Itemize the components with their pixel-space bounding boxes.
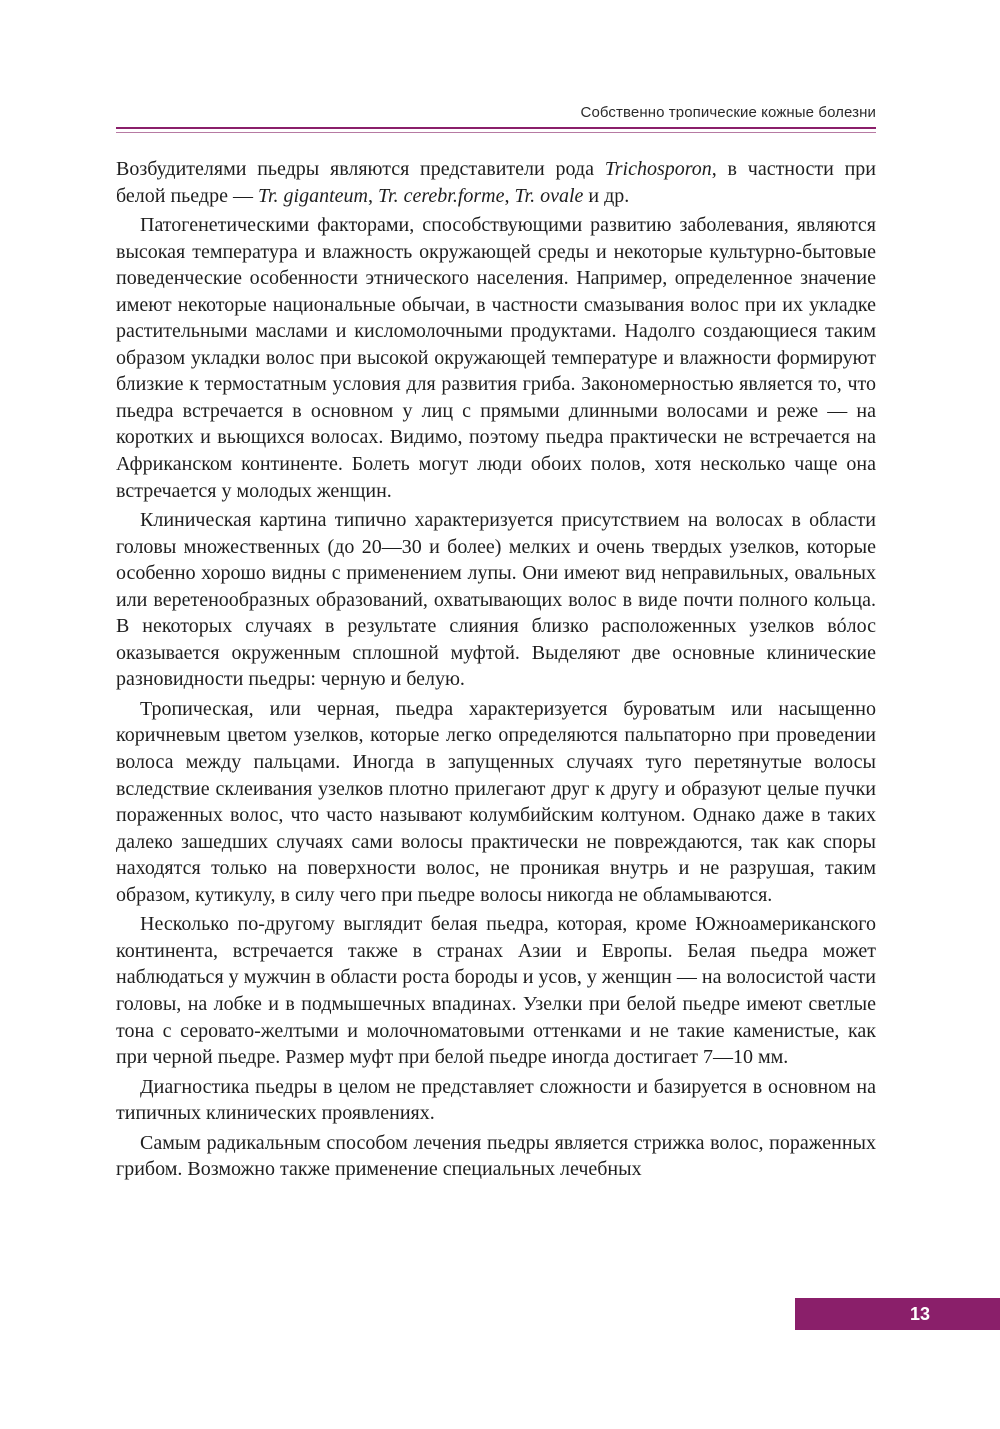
header-rule-thin (116, 132, 876, 133)
body-text (116, 156, 876, 1186)
species-name: Tr. ovale (514, 184, 584, 207)
paragraph-diagnosis: Диагностика пьедры в целом не представляет сложности и базируется в основном на типичных клинических проявлениях. (116, 1075, 876, 1125)
species-name: Tr. cerebr.forme (378, 184, 505, 207)
header-rule (116, 127, 876, 129)
paragraph-pathogens (116, 156, 876, 209)
text-run: , (504, 184, 515, 207)
genus-name: Trichosporon (604, 158, 712, 180)
paragraph-treatment: Самым радикальным способом лечения пьедры является стрижка волос, пораженных грибом. Возможно также применение специальных лечебных (116, 1131, 876, 1181)
text-run: , (368, 184, 378, 207)
paragraph-pathogenetic-factors: Патогенетическими факторами, способствующими развитию заболевания, являются высокая температура и влажность окружающей среды и некоторые культурно-бытовые поведенческие особенности этнического населения. Например, определенное значение имеют некоторые национальные обычаи, в частности смазывания волос при их укладке растительными маслами и кисломолочными продуктами. Надолго создающиеся таким образом укладки волос при высокой окружающей температуре и влажности формируют близкие к термостатным условия для развития гриба. Закономерностью является то, что пьедра встречается в основном у лиц с прямыми длинными волосами и реже — на коротких и вьющихся волосах. Видимо, поэтому пьедра практически не встречается на Африканском континенте. Болеть могут люди обоих полов, хотя несколько чаще она встречается у молодых женщин. (116, 214, 876, 502)
paragraph-white-piedra: Несколько по-другому выглядит белая пьедра, которая, кроме Южноамериканского континента, встречается также в странах Азии и Европы. Белая пьедра может наблюдаться у мужчин в области роста бороды и усов, у женщин — на волосистой части головы, на лобке и в подмышечных впадинах. Узелки при белой пьедре имеют светлые тона с серовато-желтыми и молочноматовыми оттенками и не такие каменистые, как при черной пьедре. Размер муфт при белой пьедре иногда достигает 7—10 мм. (116, 913, 876, 1069)
text-run: Возбудителями пьедры являются представители рода (116, 158, 605, 180)
text-run: , в частности при белой пьедре — (116, 158, 876, 207)
paragraph-clinical-picture: Клиническая картина типично характеризуется присутствием на волосах в области головы множественных (до 20—30 и более) мелких и очень твердых узелков, которые особенно хорошо видны с применением лупы. Они имеют вид неправильных, овальных или веретенообразных образований, охватывающих волос в виде почти полного кольца. В некоторых случаях в результате слияния близко расположенных узелков вóлос оказывается окруженным сплошной муфтой. Выделяют две основные клинические разновидности пьедры: черную и белую. (116, 509, 876, 691)
page-number: 13 (909, 1304, 930, 1324)
text-run: и др. (583, 184, 630, 207)
paragraph-black-piedra: Тропическая, или черная, пьедра характеризуется буроватым или насыщенно коричневым цветом узелков, которые легко определяются пальпаторно при проведении волоса между пальцами. Иногда в запущенных случаях туго перетянутые волосы вследствие склеивания узелков плотно прилегают друг к другу и образуют целые пучки пораженных волос, что часто называют колумбийским колтуном. Однако даже в таких далеко зашедших случаях сами волосы практически не повреждаются, так как споры находятся только на поверхности волос, не проникая внутрь и не разрушая, таким образом, кутикулу, в силу чего при пьедре волосы никогда не обламываются. (116, 697, 876, 906)
running-head-title: Собственно тропические кожные болезни (580, 104, 876, 121)
species-name: Tr. giganteum (257, 184, 368, 207)
